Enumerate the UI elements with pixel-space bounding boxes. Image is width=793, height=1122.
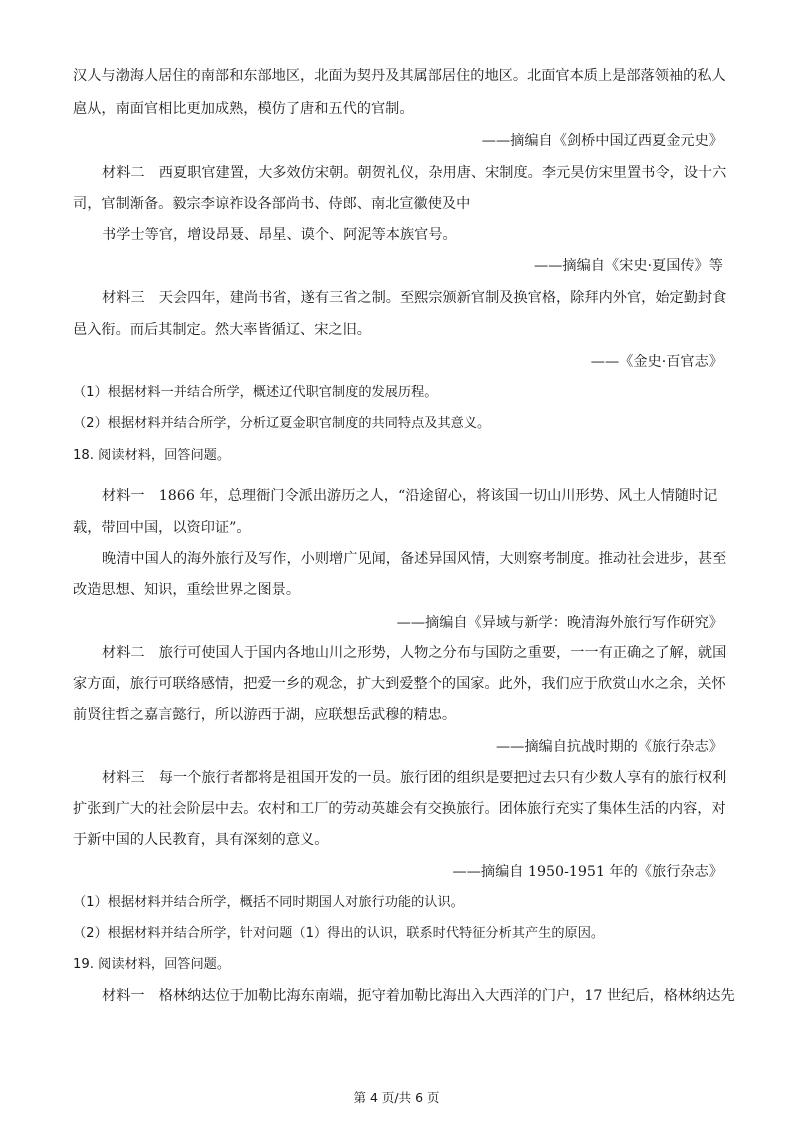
q17-material1-line1: 汉人与渤海人居住的南部和东部地区，北面为契丹及其属部居住的地区。北面官本质上是部落领袖的私人: [73, 68, 726, 84]
q18-material1b-line1: 晚清中国人的海外旅行及写作，小则增广见闻，备述异国风情，大则察考制度。推动社会进步，甚至: [102, 551, 727, 567]
q18-material3-line2: 扩张到广大的社会阶层中去。农村和工厂的劳动英雄会有交换旅行。团体旅行充实了集体生活的内容，对: [73, 801, 726, 817]
q18-material1b-line2: 改造思想、知识，重绘世界之图景。: [73, 582, 301, 598]
q19-heading: 19. 阅读材料，回答问题。: [73, 957, 231, 972]
q18-question2: （2）根据材料并结合所学，针对问题（1）得出的认识，联系时代特征分析其产生的原因。: [73, 926, 605, 941]
q18-question1: （1）根据材料并结合所学，概括不同时期国人对旅行功能的认识。: [73, 895, 464, 910]
q18-heading: 18. 阅读材料，回答问题。: [73, 448, 231, 463]
q17-material1-line2: 扈从，南面官相比更加成熟，模仿了唐和五代的官制。: [73, 101, 414, 117]
q18-material2-line3: 前贤往哲之嘉言懿行，所以游西于湖，应联想岳武穆的精忠。: [73, 707, 457, 723]
q17-material2-line3: 书学士等官，增设昂聂、昂星、谟个、阿泥等本族官号。: [102, 227, 457, 243]
q18-material3-source: ——摘编自 1950-1951 年的《旅行杂志》: [452, 864, 723, 880]
page-number: 第 4 页/共 6 页: [353, 1090, 440, 1105]
q17-material2-line2: 司，官制渐备。毅宗李谅祚设各部尚书、侍郎、南北宣徽使及中: [73, 196, 471, 212]
q19-material1-line1: 材料一 格林纳达位于加勒比海东南端，扼守着加勒比海出入大西洋的门户，17 世纪后，格林纳达先: [102, 988, 735, 1004]
q18-material2-line2: 家方面，旅行可联络感情，把爱一乡的观念，扩大到爱整个的国家。此外，我们应于欣赏山水之余，关怀: [73, 676, 726, 692]
q18-material2-source: ——摘编自抗战时期的《旅行杂志》: [495, 739, 723, 755]
q18-material3-line3: 于新中国的人民教育，具有深刻的意义。: [73, 832, 329, 848]
q18-material1-source: ——摘编自《异域与新学：晚清海外旅行写作研究》: [396, 615, 723, 631]
q17-question1: （1）根据材料一并结合所学，概述辽代职官制度的发展历程。: [73, 385, 438, 400]
q17-material1-source: ——摘编自《剑桥中国辽西夏金元史》: [481, 133, 723, 149]
q17-material3-source: ——《金史·百官志》: [590, 354, 723, 370]
q18-material1-line1: 材料一 1866 年，总理衙门令派出游历之人，“沿途留心，将该国一切山川形势、风土人情随时记: [102, 488, 718, 504]
q18-material2-line1: 材料二 旅行可使国人于国内各地山川之形势，人物之分布与国防之重要，一一有正确之了解，就国: [102, 645, 727, 661]
q17-material3-line2: 邑入衔。而后其制定。然大率皆循辽、宋之旧。: [73, 322, 371, 338]
q17-material3-line1: 材料三 天会四年，建尚书省，遂有三省之制。至熙宗颁新官制及换官格，除拜内外官，始定勤封食: [102, 290, 727, 306]
q18-material3-line1: 材料三 每一个旅行者都将是祖国开发的一员。旅行团的组织是要把过去只有少数人享有的旅行权利: [102, 770, 727, 786]
q17-question2: （2）根据材料并结合所学，分析辽夏金职官制度的共同特点及其意义。: [73, 416, 491, 431]
q17-material2-source: ——摘编自《宋史·夏国传》等: [534, 258, 723, 274]
q17-material2-line1: 材料二 西夏职官建置，大多效仿宋朝。朝贺礼仪，杂用唐、宋制度。李元昊仿宋里置书令，设十六: [102, 165, 727, 181]
q18-material1-line2: 载，带回中国，以资印证”。: [73, 520, 251, 536]
